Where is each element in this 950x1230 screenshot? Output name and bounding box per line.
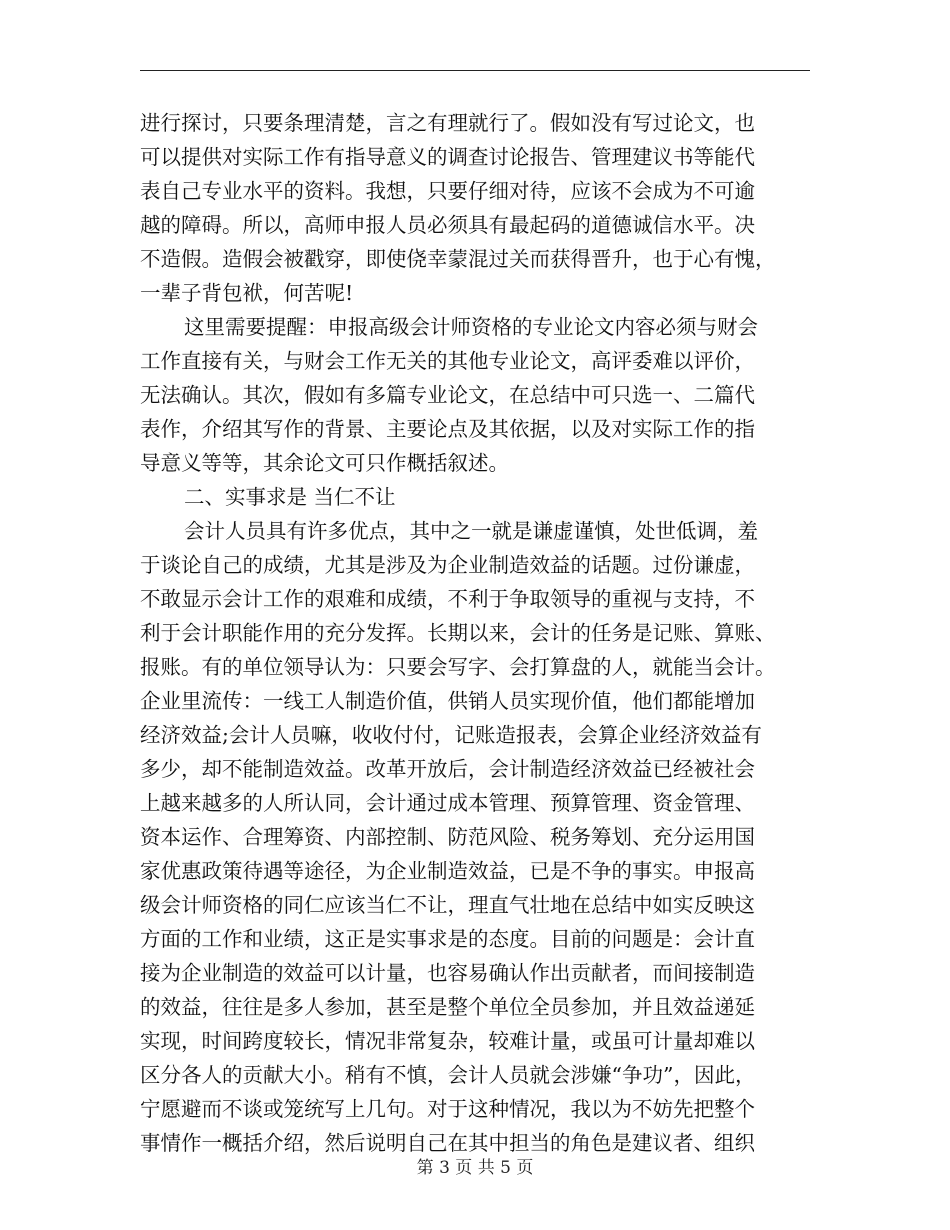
text-line: 上越来越多的人所认同，会计通过成本管理、预算管理、资金管理、 <box>140 791 755 815</box>
header-rule <box>140 70 810 71</box>
text-line: 事情作一概括介绍，然后说明自己在其中担当的角色是建议者、组织 <box>140 1131 755 1155</box>
text-line: 方面的工作和业绩，这正是实事求是的态度。目前的问题是：会计直 <box>140 927 755 951</box>
text-line: 的效益，往往是多人参加，甚至是整个单位全员参加，并且效益递延 <box>140 995 755 1019</box>
text-line: 家优惠政策待遇等途径，为企业制造效益，已是不争的事实。申报高 <box>140 859 755 883</box>
text-line: 资本运作、合理筹资、内部控制、防范风险、税务筹划、充分运用国 <box>140 825 755 849</box>
text-line: 企业里流传：一线工人制造价值，供销人员实现价值，他们都能增加 <box>140 689 755 713</box>
text-line: 无法确认。其次，假如有多篇专业论文，在总结中可只选一、二篇代 <box>140 383 755 407</box>
text-line: 利于会计职能作用的充分发挥。长期以来，会计的任务是记账、算账、 <box>140 621 776 645</box>
text-line: 一辈子背包袱，何苦呢! <box>140 281 354 305</box>
text-line: 宁愿避而不谈或笼统写上几句。对于这种情况，我以为不妨先把整个 <box>140 1097 755 1121</box>
paragraph-start-line: 会计人员具有许多优点，其中之一就是谦虚谨慎，处世低调，羞 <box>184 519 758 543</box>
text-line: 不造假。造假会被戳穿，即使侥幸蒙混过关而获得晋升，也于心有愧， <box>140 247 776 271</box>
text-line: 表作，介绍其写作的背景、主要论点及其依据，以及对实际工作的指 <box>140 417 755 441</box>
text-line: 表自己专业水平的资料。我想，只要仔细对待，应该不会成为不可逾 <box>140 179 755 203</box>
text-line: 导意义等等，其余论文可只作概括叙述。 <box>140 451 509 475</box>
text-line: 报账。有的单位领导认为：只要会写字、会打算盘的人，就能当会计。 <box>140 655 776 679</box>
text-line: 不敢显示会计工作的艰难和成绩，不利于争取领导的重视与支持，不 <box>140 587 755 611</box>
text-line: 接为企业制造的效益可以计量，也容易确认作出贡献者，而间接制造 <box>140 961 755 985</box>
text-line: 越的障碍。所以，高师申报人员必须具有最起码的道德诚信水平。决 <box>140 213 755 237</box>
text-line: 经济效益;会计人员嘛，收收付付，记账造报表，会算企业经济效益有 <box>140 723 762 747</box>
text-line: 多少，却不能制造效益。改革开放后，会计制造经济效益已经被社会 <box>140 757 755 781</box>
text-line: 于谈论自己的成绩，尤其是涉及为企业制造效益的话题。过份谦虚， <box>140 553 755 577</box>
section-heading: 二、实事求是 当仁不让 <box>184 485 396 509</box>
page-number-footer: 第 3 页 共 5 页 <box>416 1158 534 1178</box>
text-line: 可以提供对实际工作有指导意义的调查讨论报告、管理建议书等能代 <box>140 145 755 169</box>
text-line: 区分各人的贡献大小。稍有不慎，会计人员就会涉嫌“争功”，因此， <box>140 1063 756 1087</box>
text-line: 级会计师资格的同仁应该当仁不让，理直气壮地在总结中如实反映这 <box>140 893 755 917</box>
text-line: 实现，时间跨度较长，情况非常复杂，较难计量，或虽可计量却难以 <box>140 1029 755 1053</box>
text-line: 工作直接有关，与财会工作无关的其他专业论文，高评委难以评价， <box>140 349 755 373</box>
text-line: 进行探讨，只要条理清楚，言之有理就行了。假如没有写过论文，也 <box>140 111 755 135</box>
paragraph-start-line: 这里需要提醒：申报高级会计师资格的专业论文内容必须与财会 <box>184 315 758 339</box>
document-body <box>140 106 820 1160</box>
